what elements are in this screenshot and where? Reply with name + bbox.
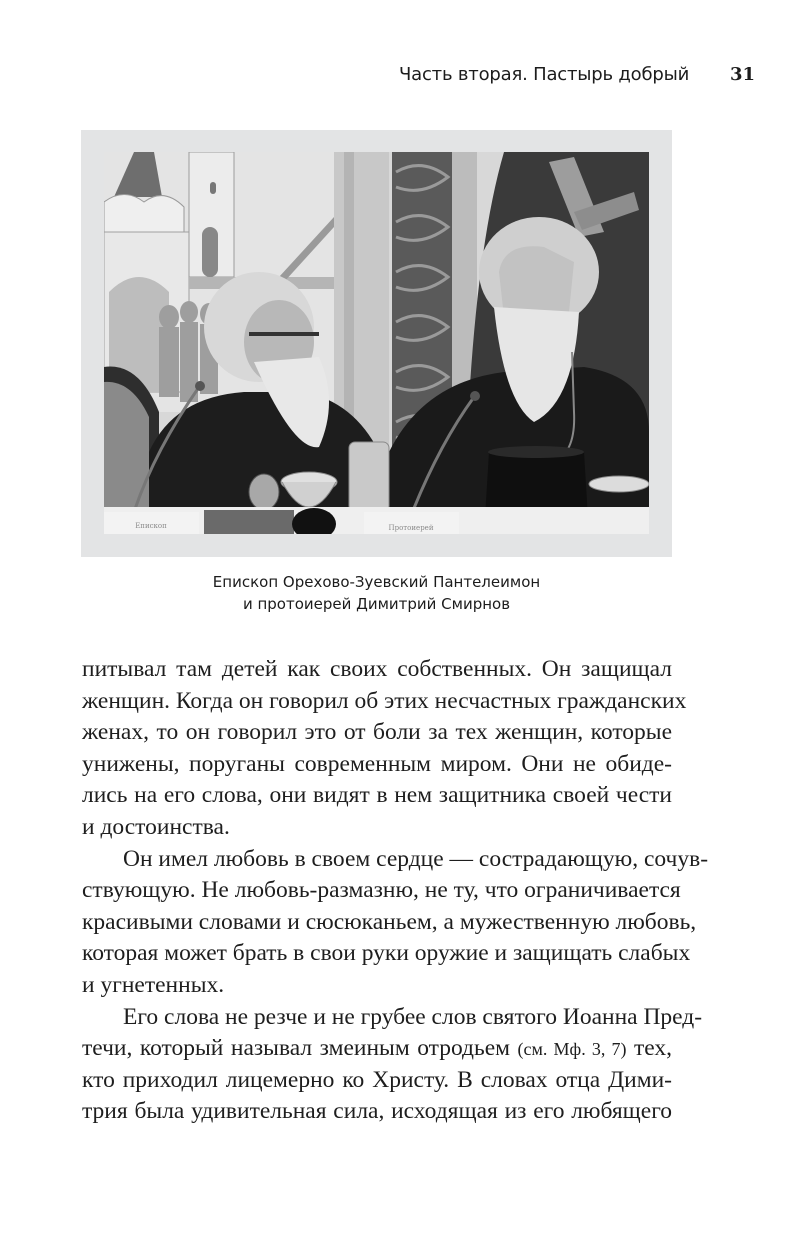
text-line: Он имел любовь в своем сердце — сострадающую, сочув- bbox=[123, 845, 709, 872]
text-line: кто приходил лицемерно ко Христу. В словах отца Дими- bbox=[82, 1066, 672, 1093]
paragraph bbox=[82, 844, 709, 1002]
text-line: красивыми словами и сюсюканьем, а мужественную любовь, bbox=[82, 908, 697, 935]
text-fragment: течи, который называл змеиным отродьем bbox=[82, 1035, 511, 1062]
running-head: Часть вторая. Пастырь добрый bbox=[399, 64, 690, 85]
text-line: ствующую. Не любовь-размазню, не ту, что ограничивается bbox=[82, 877, 681, 904]
text-line: женщин. Когда он говорил об этих несчастных гражданских bbox=[82, 687, 687, 714]
text-line: которая может брать в свои руки оружие и защищать слабых bbox=[82, 940, 691, 967]
text-line: Его слова не резче и не грубее слов святого Иоанна Пред- bbox=[123, 1003, 703, 1030]
text-line: и угнетенных. bbox=[82, 971, 225, 998]
text-line: и достоинства. bbox=[82, 813, 230, 840]
paragraph bbox=[82, 1002, 703, 1128]
body-text bbox=[82, 654, 709, 1128]
text-line bbox=[82, 1033, 672, 1065]
page-number: 31 bbox=[730, 64, 756, 85]
svg-text:Протоиерей: Протоиерей bbox=[388, 524, 434, 532]
figure-caption bbox=[81, 571, 672, 615]
photo bbox=[104, 152, 649, 534]
text-line: женах, то он говорил это от боли за тех женщин, которые bbox=[82, 719, 672, 746]
text-line: питывал там детей как своих собственных. Он защищал bbox=[82, 656, 672, 682]
caption-line: и протоиерей Димитрий Смирнов bbox=[242, 595, 511, 613]
figure bbox=[81, 130, 672, 557]
paragraph bbox=[82, 654, 687, 844]
text-line: трия была удивительная сила, исходящая из его любящего bbox=[82, 1098, 672, 1125]
photo-illustration bbox=[104, 152, 649, 534]
text-line: унижены, поруганы современным миром. Они не обиде- bbox=[82, 750, 672, 777]
text-fragment: тех, bbox=[634, 1035, 673, 1062]
scripture-reference: (см. Мф. 3, 7) bbox=[517, 1039, 627, 1060]
svg-text:Епископ: Епископ bbox=[135, 522, 167, 530]
caption-line: Епископ Орехово-Зуевский Пантелеимон bbox=[212, 573, 541, 591]
text-line: лись на его слова, они видят в нем защитника своей чести bbox=[82, 782, 672, 809]
